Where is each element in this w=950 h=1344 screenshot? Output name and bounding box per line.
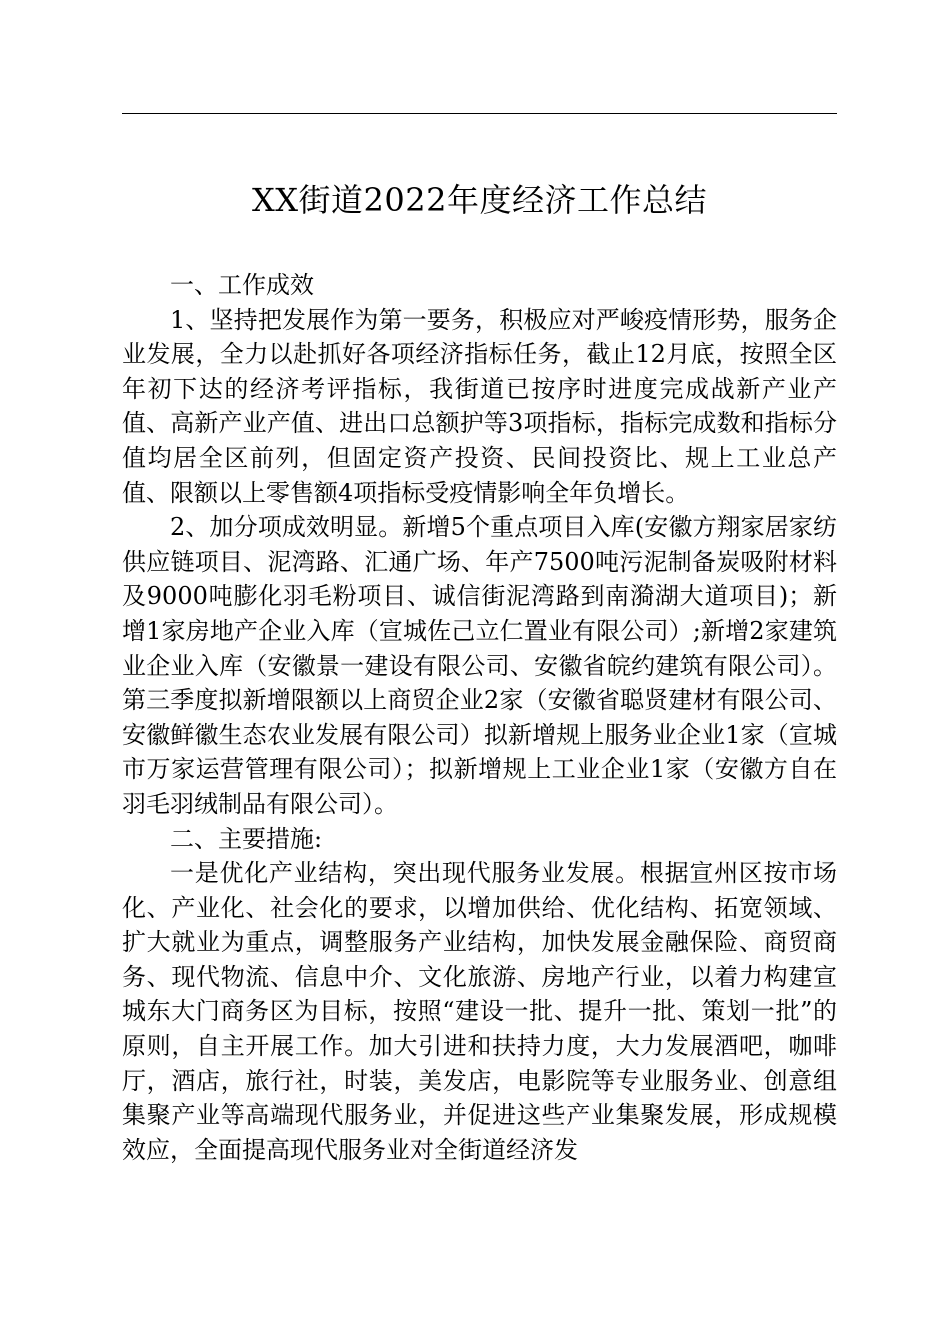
paragraph-indicators: 1、坚持把发展作为第一要务，积极应对严峻疫情形势，服务企业发展，全力以赴抓好各项经济指标任务，截止12月底，按照全区年初下达的经济考评指标，我街道已按序时进度完成战新产业产值、高新产业产值、进出口总额护等3项指标，指标完成数和指标分值均居全区前列，但固定资产投资、民间投资比、规上工业总产值、限额以上零售额4项指标受疫情影响全年负增长。 (122, 305, 837, 507)
paragraph-bonus-items: 2、加分项成效明显。新增5个重点项目入库(安徽方翔家居家纺供应链项目、泥湾路、汇通广场、年产7500吨污泥制备炭吸附材料及9000吨膨化羽毛粉项目、诚信街泥湾路到南漪湖大道项目)；新增1家房地产企业入库（宣城佐己立仁置业有限公司）;新增2家建筑业企业入库（安徽景一建设有限公司、安徽省皖约建筑有限公司）。第三季度拟新增限额以上商贸企业2家（安徽省聪贤建材有限公司、安徽鲜徽生态农业发展有限公司）拟新增规上服务业企业1家（宣城市万家运营管理有限公司）；拟新增规上工业企业1家（安徽方自在羽毛羽绒制品有限公司）。 (122, 513, 837, 818)
section-heading-achievements: 一、工作成效 (170, 271, 314, 299)
section-heading-measures: 二、主要措施: (170, 824, 323, 853)
document-body (122, 268, 837, 1167)
paragraph-industry-structure: 一是优化产业结构，突出现代服务业发展。根据宣州区按市场化、产业化、社会化的要求，以增加供给、优化结构、拓宽领域、扩大就业为重点，调整服务产业结构，加快发展金融保险、商贸商务、现代物流、信息中介、文化旅游、房地产行业，以着力构建宣城东大门商务区为目标，按照“建设一批、提升一批、策划一批”的原则，自主开展工作。加大引进和扶持力度，大力发展酒吧，咖啡厅，酒店，旅行社，时装，美发店，电影院等专业服务业、创意组集聚产业等高端现代服务业，并促进这些产业集聚发展，形成规模效应，全面提高现代服务业对全街道经济发 (122, 859, 837, 1164)
document-title: XX街道2022年度经济工作总结 (251, 181, 707, 219)
header-rule (122, 113, 837, 114)
